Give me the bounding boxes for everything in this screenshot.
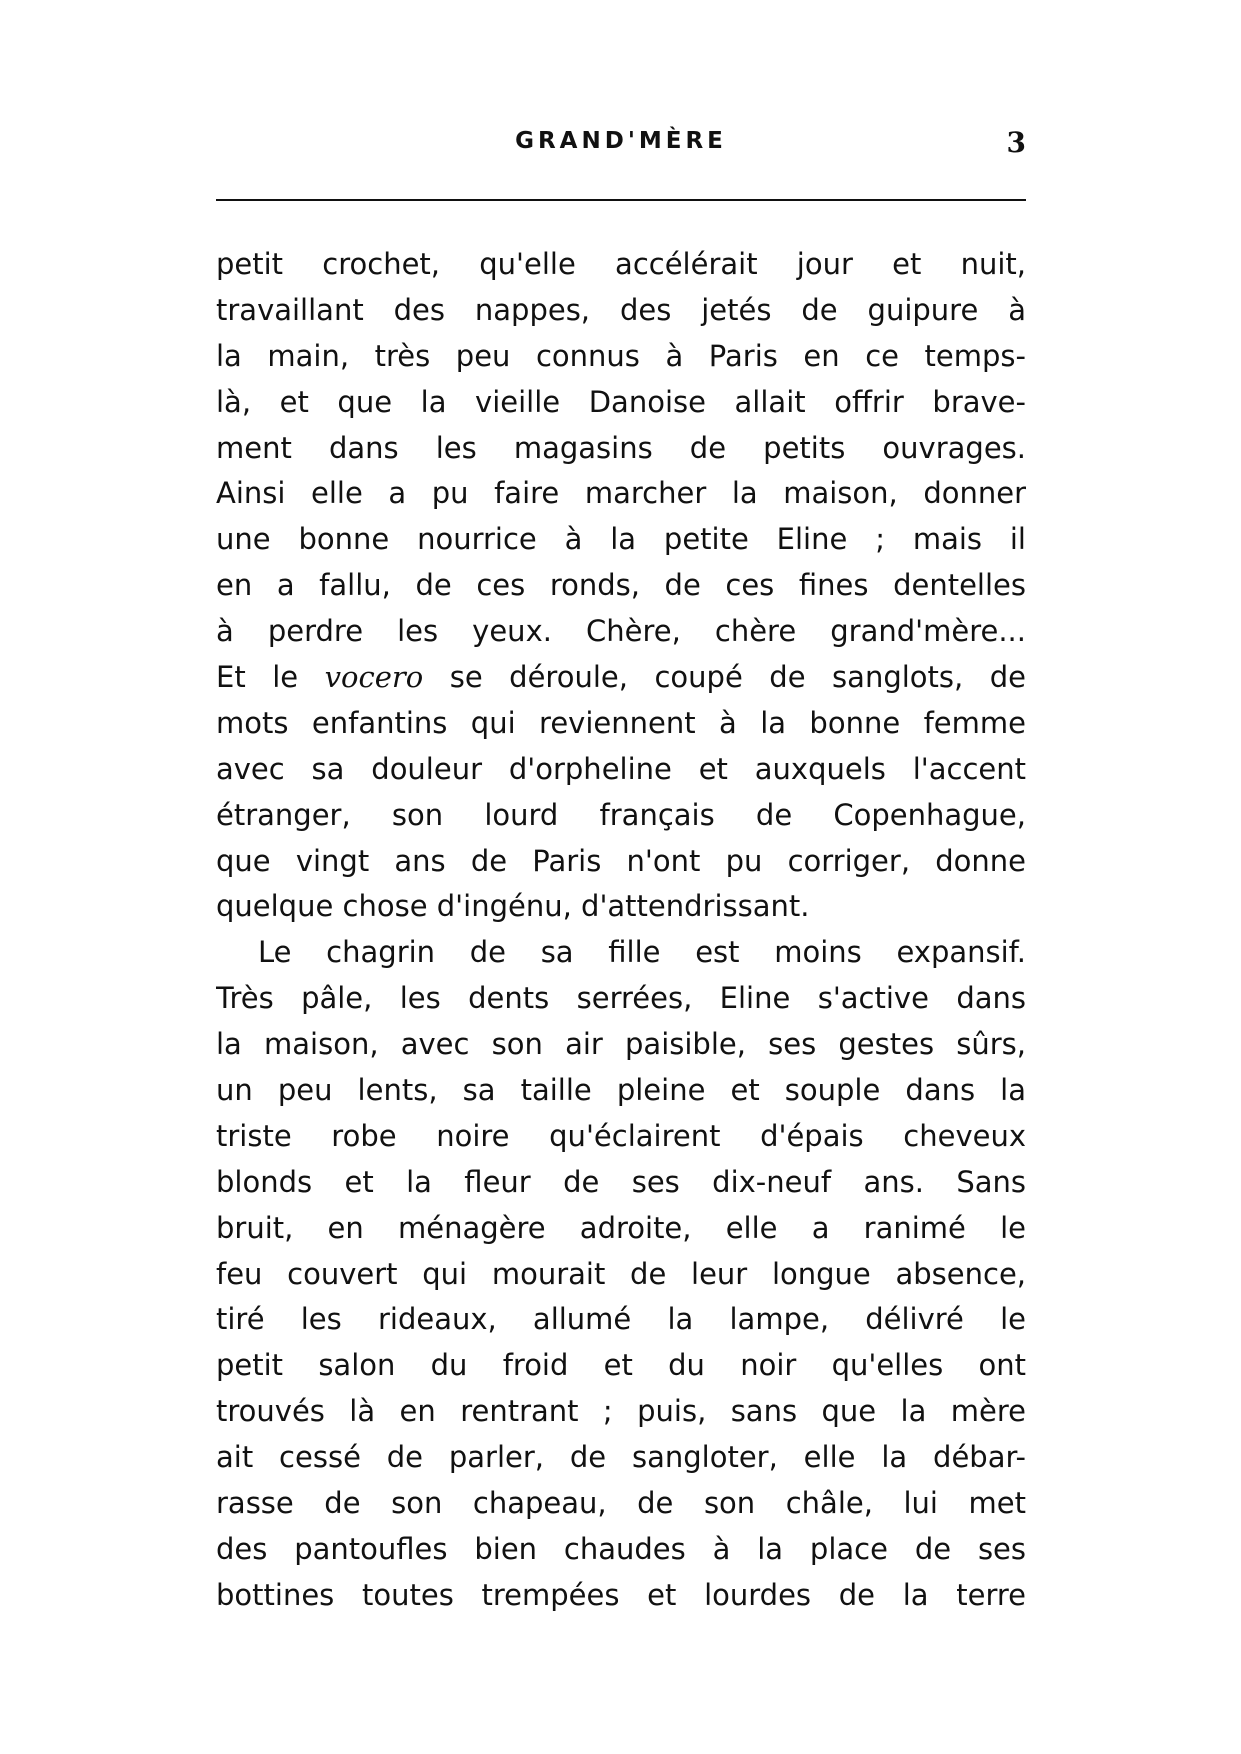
- text-line: que vingt ans de Paris n'ont pu corriger, donne: [216, 843, 1026, 878]
- text-line-vocero: [216, 655, 1026, 701]
- text-line: ment dans les magasins de petits ouvrages.: [216, 430, 1026, 465]
- text-line: bottines toutes trempées et lourdes de la terre: [216, 1577, 1026, 1612]
- text-line: la maison, avec son air paisible, ses gestes sûrs,: [216, 1027, 1026, 1062]
- text-line: rasse de son chapeau, de son châle, lui met: [216, 1486, 1026, 1521]
- text-line: travaillant des nappes, des jetés de guipure à: [216, 292, 1026, 327]
- text-line: feu couvert qui mourait de leur longue absence,: [216, 1256, 1026, 1291]
- text-line: petit salon du froid et du noir qu'elles ont: [216, 1348, 1026, 1383]
- text-line: la main, très peu connus à Paris en ce temps-: [216, 338, 1026, 373]
- text-line: blonds et la fleur de ses dix-neuf ans. Sans: [216, 1164, 1026, 1199]
- running-head: [216, 128, 1026, 168]
- text-line: Ainsi elle a pu faire marcher la maison, donner: [216, 476, 1026, 511]
- text-line: un peu lents, sa taille pleine et souple dans la: [216, 1073, 1026, 1108]
- text-line: des pantoufles bien chaudes à la place de ses: [216, 1531, 1026, 1566]
- running-title: GRAND'MÈRE: [515, 128, 727, 154]
- text-line: ait cessé de parler, de sangloter, elle la débar-: [216, 1440, 1026, 1475]
- header-rule: [216, 199, 1026, 201]
- text-line: une bonne nourrice à la petite Eline ; mais il: [216, 522, 1026, 557]
- italic-word-vocero: vocero: [324, 660, 424, 695]
- text-line: trouvés là en rentrant ; puis, sans que la mère: [216, 1394, 1026, 1429]
- text-line: Très pâle, les dents serrées, Eline s'active dans: [216, 981, 1026, 1016]
- body-text: [216, 242, 1026, 1619]
- text-line: mots enfantins qui reviennent à la bonne femme: [216, 705, 1026, 740]
- text-line: bruit, en ménagère adroite, elle a ranimé le: [216, 1210, 1026, 1245]
- text-line: triste robe noire qu'éclairent d'épais cheveux: [216, 1118, 1026, 1153]
- paragraph-start-line: Le chagrin de sa fille est moins expansif.: [258, 935, 1026, 970]
- text-line: en a fallu, de ces ronds, de ces fines dentelles: [216, 568, 1026, 603]
- text-line: avec sa douleur d'orpheline et auxquels l'accent: [216, 751, 1026, 786]
- text-segment: se déroule, coupé de sanglots, de: [423, 660, 1026, 695]
- text-line: tiré les rideaux, allumé la lampe, délivré le: [216, 1302, 1026, 1337]
- text-line: quelque chose d'ingénu, d'attendrissant.: [216, 889, 810, 924]
- page-number: 3: [1006, 126, 1026, 159]
- text-segment: Et le: [216, 660, 325, 695]
- text-line: étranger, son lourd français de Copenhague,: [216, 797, 1026, 832]
- text-line: petit crochet, qu'elle accélérait jour et nuit,: [216, 247, 1026, 281]
- text-line: là, et que la vieille Danoise allait offrir brave-: [216, 384, 1026, 419]
- text-line: à perdre les yeux. Chère, chère grand'mère...: [216, 614, 1026, 649]
